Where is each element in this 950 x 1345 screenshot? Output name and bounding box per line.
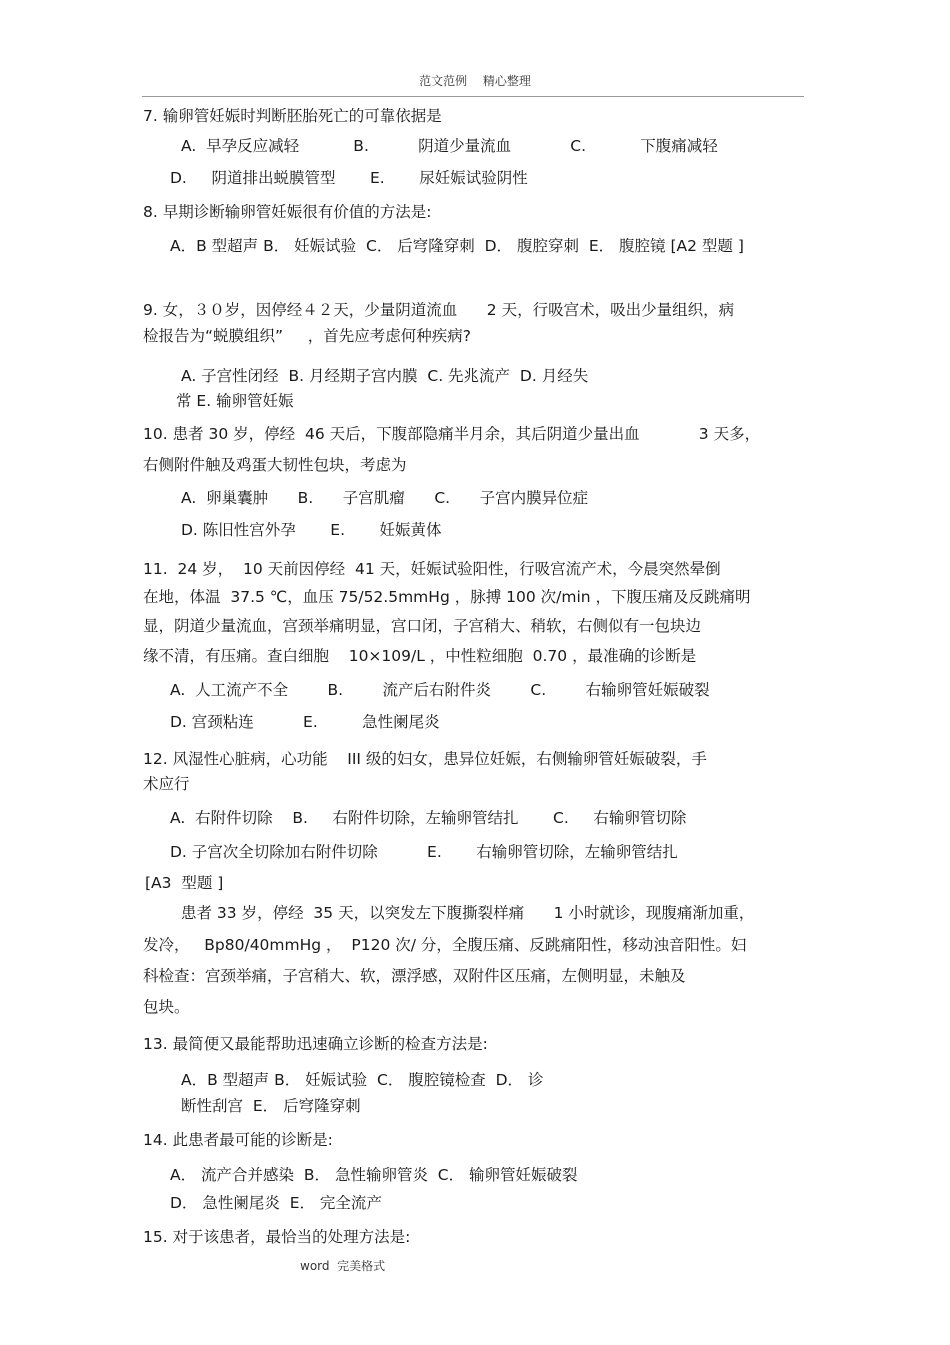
question-8-stem: 8. 早期诊断输卵管妊娠很有价值的方法是: (143, 203, 432, 221)
question-11-options-1: A. 人工流产不全 B. 流产后右附件炎 C. 右输卵管妊娠破裂 (170, 681, 710, 699)
question-9-options-2: 常 E. 输卵管妊娠 (176, 392, 294, 410)
question-13-options-2: 断性刮宫 E． 后穹隆穿刺 (181, 1097, 361, 1115)
question-7-options-2: D. 阴道排出蜕膜管型 E. 尿妊娠试验阴性 (170, 169, 528, 187)
question-13-options-1: A．B 型超声 B． 妊娠试验 C． 腹腔镜检查 D． 诊 (181, 1071, 544, 1089)
question-12-stem-2: 术应行 (143, 775, 190, 793)
section-a3-heading: [A3 型题 ] (145, 874, 224, 892)
question-12-options-2: D. 子宫次全切除加右附件切除 E. 右输卵管切除，左输卵管结扎 (170, 843, 678, 861)
question-7-options-1: A. 早孕反应减轻 B. 阴道少量流血 C. 下腹痛减轻 (181, 137, 718, 155)
question-14-stem: 14. 此患者最可能的诊断是: (143, 1131, 333, 1149)
question-13-stem: 13. 最简便又最能帮助迅速确立诊断的检查方法是: (143, 1035, 488, 1053)
question-11-stem-3: 显，阴道少量流血，宫颈举痛明显，宫口闭，子宫稍大、稍软，右侧似有一包块边 (143, 617, 702, 635)
question-10-options-2: D. 陈旧性宫外孕 E. 妊娠黄体 (181, 521, 442, 539)
question-14-options-2: D． 急性阑尾炎 E． 完全流产 (170, 1194, 382, 1212)
question-9-stem-1: 9. 女，３０岁，因停经４２天，少量阴道流血 2 天，行吸宫术，吸出少量组织，病 (143, 301, 735, 319)
header-right-text: 精心整理 (482, 74, 531, 88)
question-15-stem: 15. 对于该患者，最恰当的处理方法是: (143, 1228, 411, 1246)
question-7-stem: 7. 输卵管妊娠时判断胚胎死亡的可靠依据是 (143, 107, 442, 125)
question-12-stem-1: 12. 风湿性心脏病，心功能 III 级的妇女，患异位妊娠，右侧输卵管妊娠破裂，手 (143, 750, 707, 768)
question-8-options: A．B 型超声 B． 妊娠试验 C． 后穹隆穿刺 D． 腹腔穿刺 E． 腹腔镜 [A2 型题 ] (170, 237, 744, 255)
question-11-options-2: D. 宫颈粘连 E. 急性阑尾炎 (170, 713, 440, 731)
case-description-4: 包块。 (143, 998, 190, 1016)
question-10-options-1: A. 卵巢囊肿 B. 子宫肌瘤 C. 子宫内膜异位症 (181, 489, 589, 507)
question-10-stem-1: 10. 患者 30 岁，停经 46 天后，下腹部隐痛半月余，其后阴道少量出血 3 天多， (143, 425, 761, 443)
question-9-options-1: A. 子宫性闭经 B. 月经期子宫内膜 C. 先兆流产 D. 月经失 (181, 367, 589, 385)
case-description-3: 科检查：宫颈举痛，子宫稍大、软，漂浮感，双附件区压痛，左侧明显，未触及 (143, 967, 686, 985)
question-11-stem-1: 11. 24 岁， 10 天前因停经 41 天，妊娠试验阳性，行吸宫流产术，今晨突然晕倒 (143, 560, 721, 578)
question-9-stem-2: 检报告为“蜕膜组织” ，首先应考虑何种疾病? (143, 327, 471, 345)
question-14-options-1: A． 流产合并感染 B． 急性输卵管炎 C． 输卵管妊娠破裂 (170, 1166, 578, 1184)
question-12-options-1: A. 右附件切除 B. 右附件切除，左输卵管结扎 C. 右输卵管切除 (170, 809, 687, 827)
header-divider (142, 96, 804, 97)
question-11-stem-4: 缘不清，有压痛。查白细胞 10×109/L ，中性粒细胞 0.70 ，最准确的诊断是 (143, 647, 697, 665)
case-description-1: 患者 33 岁，停经 35 天，以突发左下腹撕裂样痛 1 小时就诊，现腹痛渐加重， (181, 904, 755, 922)
question-11-stem-2: 在地，体温 37.5 ℃，血压 75/52.5mmHg ，脉搏 100 次/min ，下腹压痛及反跳痛明 (143, 588, 751, 606)
question-10-stem-2: 右侧附件触及鸡蛋大韧性包块，考虑为 (143, 456, 407, 474)
header-left-text: 范文范例 (419, 74, 468, 88)
case-description-2: 发冷， Bp80/40mmHg ， P120 次/ 分，全腹压痛、反跳痛阳性，移动浊音阳性。妇 (143, 936, 747, 954)
page-header (0, 72, 950, 89)
page-footer: word 完美格式 (300, 1259, 386, 1273)
